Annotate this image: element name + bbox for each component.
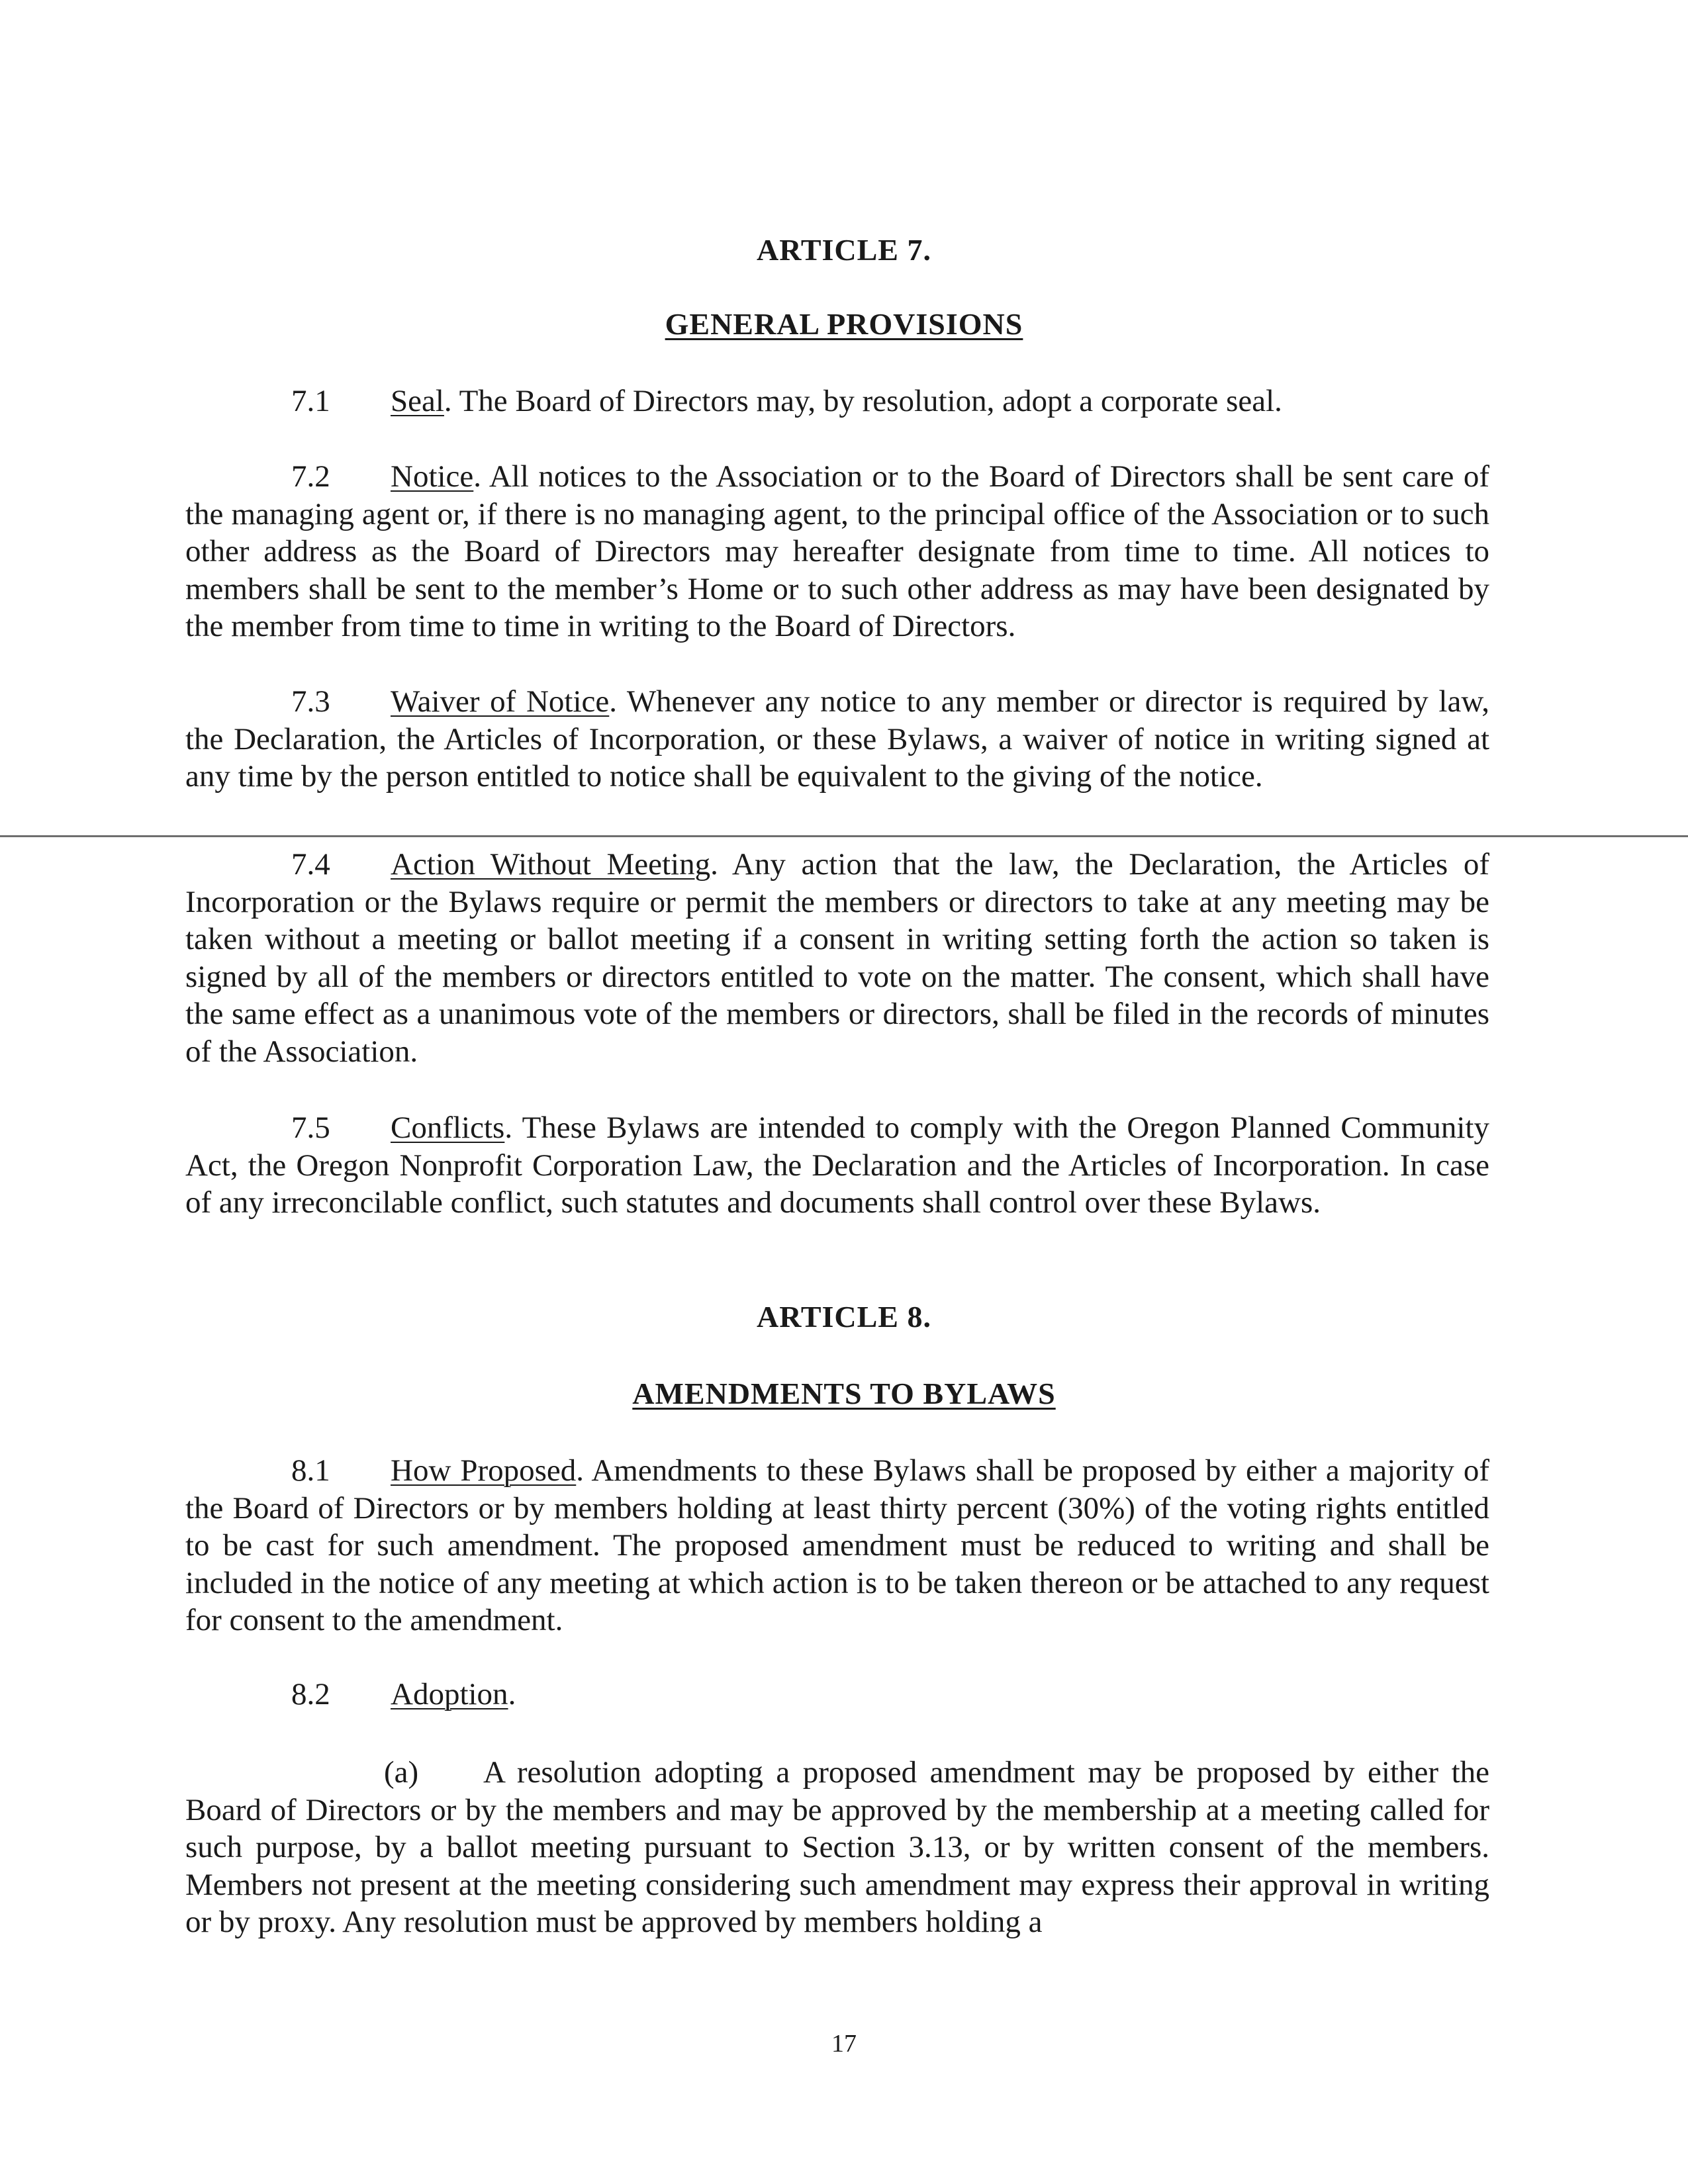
section-caption: Seal xyxy=(391,384,444,418)
article-7-title: ARTICLE 7. xyxy=(757,233,931,267)
section-7-1 xyxy=(185,383,1489,420)
scan-artifact-line xyxy=(0,835,1688,837)
section-caption: Conflicts xyxy=(391,1111,505,1145)
section-caption: Adoption xyxy=(391,1677,508,1711)
section-text: . Amendments to these Bylaws shall be proposed by either a majority of the Board of Directors or by members holding at least thirty percent (30%) of the voting rights entitled to be cast for such amendment. The proposed amendment must be reduced to writing and shall be included in the notice of any meeting at which action is to be taken thereon or be attached to any request for consent to the amendment. xyxy=(185,1453,1490,1637)
article-8-title: ARTICLE 8. xyxy=(757,1300,931,1334)
section-7-2 xyxy=(185,458,1489,645)
section-caption: How Proposed xyxy=(391,1453,577,1488)
section-caption: Waiver of Notice xyxy=(391,684,610,719)
section-number: 7.1 xyxy=(291,384,330,418)
section-7-3 xyxy=(185,683,1489,796)
subsection-text: A resolution adopting a proposed amendment may be proposed by either the Board of Directors or by the members and may be approved by the membership at a meeting called for such purpose, by a ballot meeting pursuant to Section 3.13, or by written consent of the members. Members not present at the meeting considering such amendment may express their approval in writing or by proxy. Any resolution must be approved by members holding a xyxy=(185,1755,1489,1939)
subsection-8-2-a xyxy=(185,1754,1489,1941)
section-8-1 xyxy=(185,1452,1489,1639)
section-number: 8.2 xyxy=(291,1677,330,1711)
section-text: . Any action that the law, the Declaration, the Articles of Incorporation or the Bylaws require or permit the members or directors to take at any meeting may be taken without a meeting or ballot meeting if a consent in writing setting forth the action so taken is signed by all of the members or directors entitled to vote on the matter. The consent, which shall have the same effect as a unanimous vote of the members or directors, shall be filed in the records of minutes of the Association. xyxy=(185,847,1489,1069)
section-8-2 xyxy=(185,1676,1489,1713)
section-number: 7.5 xyxy=(291,1111,330,1145)
section-caption: Action Without Meeting xyxy=(391,847,711,882)
section-7-5 xyxy=(185,1109,1489,1222)
section-number: 7.2 xyxy=(291,459,330,494)
section-text: . All notices to the Association or to the Board of Directors shall be sent care of the managing agent or, if there is no managing agent, to the principal office of the Association or to such other address as the Board of Directors may hereafter designate from time to time. All notices to members shall be sent to the member’s Home or to such other address as may have been designated by the member from time to time in writing to the Board of Directors. xyxy=(185,459,1489,643)
article-7-subtitle: GENERAL PROVISIONS xyxy=(665,307,1023,341)
section-caption: Notice xyxy=(391,459,474,494)
section-text: . Whenever any notice to any member or director is required by law, the Declaration, the Articles of Incorporation, or these Bylaws, a waiver of notice in writing signed at any time by the person entitled to notice shall be equivalent to the giving of the notice. xyxy=(185,684,1489,794)
section-number: 7.4 xyxy=(291,847,330,882)
section-text: . xyxy=(508,1677,516,1711)
section-text: . The Board of Directors may, by resolution, adopt a corporate seal. xyxy=(444,384,1282,418)
article-8-subtitle: AMENDMENTS TO BYLAWS xyxy=(632,1377,1056,1410)
subsection-label: (a) xyxy=(384,1755,419,1790)
section-number: 8.1 xyxy=(291,1453,330,1488)
page-number: 17 xyxy=(831,2030,857,2058)
section-number: 7.3 xyxy=(291,684,330,719)
section-7-4 xyxy=(185,846,1489,1070)
section-text: . These Bylaws are intended to comply with the Oregon Planned Community Act, the Oregon Nonprofit Corporation Law, the Declaration and the Articles of Incorporation. In case of any irreconcilable conflict, such statutes and documents shall control over these Bylaws. xyxy=(185,1111,1489,1220)
